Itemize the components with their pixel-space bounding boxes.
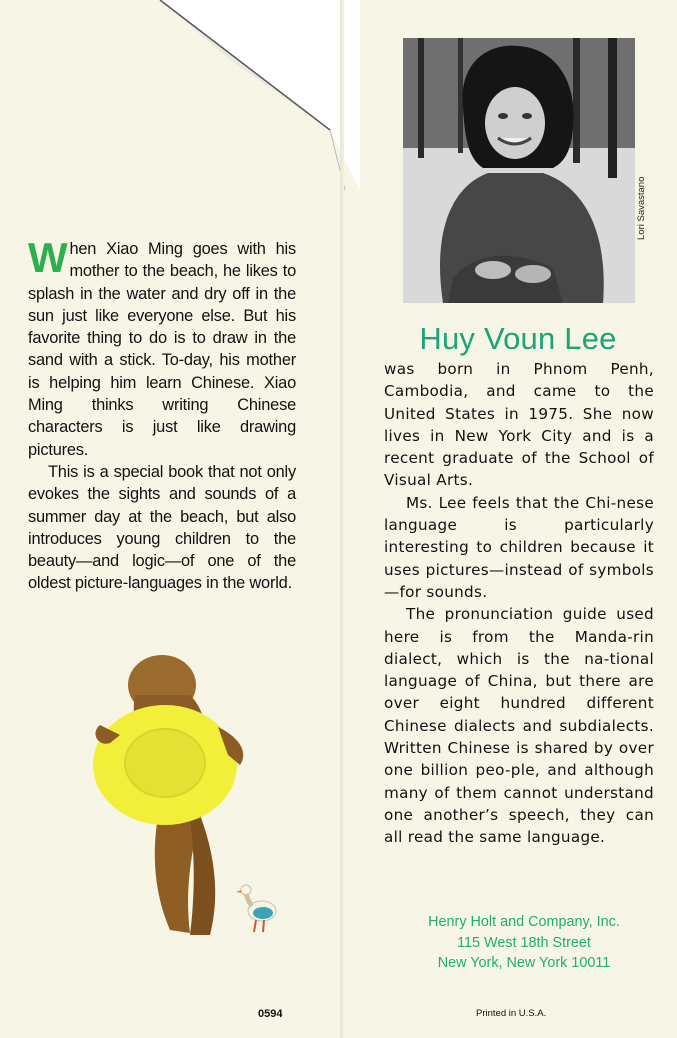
publisher-street: 115 West 18th Street <box>457 934 591 951</box>
author-name: Huy Voun Lee <box>419 321 617 356</box>
publisher-name: Henry Holt and Company, Inc. <box>428 914 620 930</box>
publisher-address <box>384 912 664 974</box>
description-paragraph-1-text: hen Xiao Ming goes with his mother to the beach, he likes to splash in the water and dry off in the sun just like everyone else. But his favorite thing to do is to draw in the sand with a stick. To-day, his mother is helping him learn Chinese. Xiao Ming thinks writing Chinese characters is just like drawing pictures. <box>28 240 296 459</box>
author-photo <box>403 38 635 303</box>
bio-paragraph: was born in Phnom Penh, Cambodia, and came to the United States in 1975. She now lives in New York City and is a recent graduate of the School of Visual Arts. <box>384 360 654 490</box>
bio-paragraph: The pronunciation guide used here is from the Manda-rin dialect, which is the na-tional language of China, but there are over eight hundred different Chinese dialects and subdialects. Written Chinese is shared by over one billion peo-ple, and although many of them cannot understand one another’s speech, they can all read the same language. <box>384 605 654 847</box>
description-paragraph-2: This is a special book that not only evokes the sights and sounds of a summer day at the beach, but also introduces young children to the beauty—and logic—of one of the oldest picture-languages in the world. <box>28 462 296 593</box>
description-paragraph-1 <box>28 234 296 461</box>
bio-paragraph: Ms. Lee feels that the Chi-nese language is particularly interesting to children because it uses pictures—instead of symbols—for sounds. <box>384 493 654 601</box>
folded-corner <box>0 0 360 190</box>
book-description <box>28 234 296 595</box>
bird-illustration <box>236 878 286 936</box>
fold-line <box>340 0 344 1038</box>
publisher-city: New York, New York 10011 <box>437 955 611 971</box>
printed-in-label: Printed in U.S.A. <box>476 1008 547 1019</box>
catalog-code: 0594 <box>258 1008 283 1020</box>
author-bio <box>384 358 654 849</box>
drop-cap: W <box>28 234 68 281</box>
photo-credit: Lori Savastano <box>636 176 647 240</box>
